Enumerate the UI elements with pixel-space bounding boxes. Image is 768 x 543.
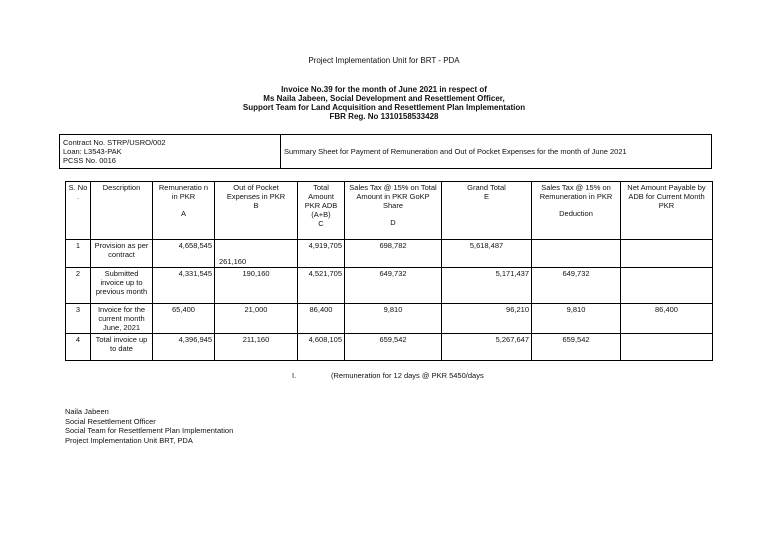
invoice-line-2: Ms Naila Jabeen, Social Development and Resettlement Officer,	[263, 94, 505, 103]
header-total-amount: Total Amount PKR ADB (A+B) C	[298, 182, 345, 240]
cell-grand-total: 5,618,487	[442, 240, 532, 268]
cell-sales-tax-total: 9,810	[345, 304, 442, 334]
cell-sales-tax-total: 698,782	[345, 240, 442, 268]
header-remuneration: Remuneratio n in PKR A	[153, 182, 215, 240]
cell-grand-total: 5,267,647	[442, 334, 532, 361]
signatory-title: Social Resettlement Officer	[65, 416, 156, 426]
cell-net	[621, 240, 713, 268]
cell-net	[621, 334, 713, 361]
cell-sales-tax-total: 659,542	[345, 334, 442, 361]
table-row	[66, 240, 713, 268]
cell-sno: 4	[66, 334, 91, 361]
header-grand-total: Grand Total E	[442, 182, 532, 240]
cell-oop: 261,160	[215, 240, 298, 268]
table-row	[66, 268, 713, 304]
cell-total: 4,521,705	[298, 268, 345, 304]
cell-description: Total invoice up to date	[91, 334, 153, 361]
pcss-no: PCSS No. 0016	[63, 156, 116, 165]
fbr-reg-line: FBR Reg. No 1310158533428	[329, 112, 439, 121]
cell-remuneration: 4,658,545	[153, 240, 215, 268]
invoice-line-1: Invoice No.39 for the month of June 2021 in respect of	[281, 85, 487, 94]
cell-sno: 3	[66, 304, 91, 334]
header-sno: S. No .	[66, 182, 91, 240]
cell-description: Invoice for the current month June, 2021	[91, 304, 153, 334]
payment-summary-table	[65, 181, 713, 361]
cell-sales-tax-total: 649,732	[345, 268, 442, 304]
cell-oop: 190,160	[215, 268, 298, 304]
cell-sno: 2	[66, 268, 91, 304]
header-net-amount: Net Amount Payable by ADB for Current Month PKR	[621, 182, 713, 240]
signatory-team: Social Team for Resettlement Plan Implementation	[65, 426, 234, 435]
table-row	[66, 334, 713, 361]
cell-net: 86,400	[621, 304, 713, 334]
remuneration-note: (Remuneration for 12 days @ PKR 5450/days	[331, 371, 484, 380]
cell-remuneration: 4,331,545	[153, 268, 215, 304]
contract-info-cell	[60, 135, 281, 169]
signatory-name: Naila Jabeen	[65, 407, 109, 416]
header-out-of-pocket: Out of Pocket Expenses in PKR B	[215, 182, 298, 240]
cell-sales-tax-rem: 9,810	[532, 304, 621, 334]
header-sales-tax-remuneration: Sales Tax @ 15% on Remuneration in PKR Deduction	[532, 182, 621, 240]
cell-total: 4,919,705	[298, 240, 345, 268]
cell-remuneration: 4,396,945	[153, 334, 215, 361]
cell-description: Submitted invoice up to previous month	[91, 268, 153, 304]
cell-sales-tax-rem: 659,542	[532, 334, 621, 361]
loan-no: Loan: L3543-PAK	[63, 147, 122, 156]
cell-grand-total: 96,210	[442, 304, 532, 334]
cell-total: 4,608,105	[298, 334, 345, 361]
header-sales-tax-total: Sales Tax @ 15% on Total Amount in PKR GoKP Share D	[345, 182, 442, 240]
invoice-line-3: Support Team for Land Acquisition and Resettlement Plan Implementation	[242, 103, 526, 112]
note-marker: I.	[292, 371, 297, 380]
cell-description: Provision as per contract	[91, 240, 153, 268]
signature-block	[65, 407, 233, 445]
header-description: Description	[91, 182, 153, 240]
unit-title: Project Implementation Unit for BRT - PDA	[308, 56, 460, 65]
cell-remuneration: 65,400	[153, 304, 215, 334]
table-header-row	[66, 182, 713, 240]
cell-sales-tax-rem: 649,732	[532, 268, 621, 304]
summary-sheet-title: Summary Sheet for Payment of Remuneration and Out of Pocket Expenses for the month of June 2021	[281, 135, 712, 169]
contract-info-table	[59, 134, 712, 169]
cell-oop: 21,000	[215, 304, 298, 334]
contract-no: Contract No. STRP/USRO/002	[63, 138, 166, 147]
cell-net	[621, 268, 713, 304]
cell-total: 86,400	[298, 304, 345, 334]
signatory-unit: Project Implementation Unit BRT, PDA	[65, 435, 193, 445]
cell-oop: 211,160	[215, 334, 298, 361]
cell-sno: 1	[66, 240, 91, 268]
table-row	[66, 304, 713, 334]
cell-grand-total: 5,171,437	[442, 268, 532, 304]
cell-sales-tax-rem	[532, 240, 621, 268]
